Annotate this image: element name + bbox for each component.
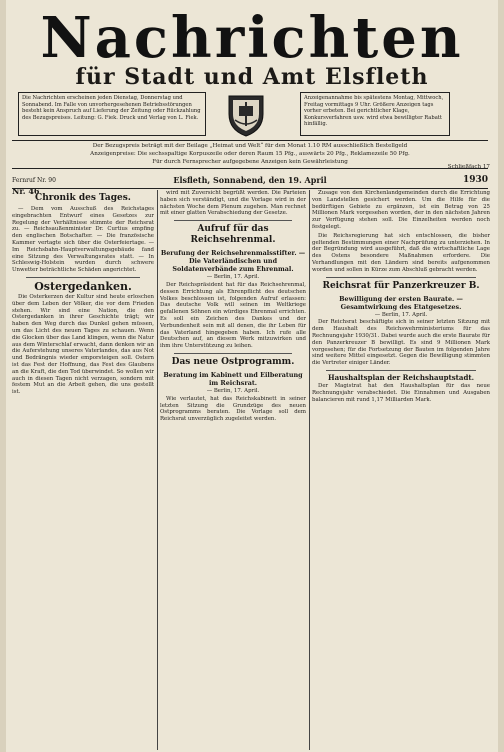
column-3-text: Die Reichsregierung hat sich entschlossen, die bisher geltenden Bestimmungen einer Nachprüfung zu unterziehen. In der Begründung wird ausgeführt, daß die wirtschaftliche Lage des Ostens besondere Maßnahmen erfordere. Die Verhandlungen mit den Ländern sind bereits aufgenommen worden und sollen in Kürze zum Abschluß gebracht werden. [312,232,490,273]
ostprogramm-headline: Das neue Ostprogramm. [171,356,295,367]
panzer-dateline: — Berlin, 17. April. [374,311,428,318]
panzer-headline: Reichsrat für Panzerkreuzer B. [322,280,480,291]
ostern-text: Die Osterkerzen der Kultur sind heute erloschen über dem Leben der Völker, die vor dem Frieden stehen. Wir sind eine Nation, die den Ostergedanken in ihrer Geschichte trägt; wir haben den Weg durch das Dunkel gehen müssen, um das Licht des neuen Tages zu schauen. Wenn die Glocken über das Land klingen, wenn die Natur aus dem Winterschlaf erwacht, dann denken wir an die Auferstehung unseres Vaterlandes, das aus Not und Bedrängnis wieder emporsteigen soll. Ostern ist das Fest der Hoffnung, das Fest des Glaubens an die Kraft, die den Tod überwindet. So wollen wir auch in diesen Tagen nicht verzagen, sondern mit festem Mut an die Arbeit gehen, die uns gestellt ist. [12,293,154,396]
ostern-headline: Ostergedanken. [34,279,132,293]
meta-rule [12,188,488,189]
column-2-intro: wird mit Zuversicht begrüßt werden. Die Parteien haben sich verständigt, und die Vorlage wird in der nächsten Woche dem Plenum zugehen. Man rechnet mit einer glatten Verabschiedung der Gesetze. [160,190,306,217]
publication-info-box: Die Nachrichten erscheinen jeden Dienstag, Donnerstag und Sonnabend. Im Falle von unvorhergesehenen Betriebsstörungen besteht kein Anspruch auf Lieferung der Zeitung oder Rückzahlung des Bezugspreises. Leitung: G. Fiek. Druck und Verlag von L. Fiek. [18,92,206,136]
chronik-text: — Dem vom Ausschuß des Reichstages eingebrachten Entwurf eines Gesetzes zur Regelung der Verhältnisse stimmte der Reichsrat zu. — Reichsaußenminister Dr. Curtius empfing den englischen Botschafter. — Die französische Kammer vertagte sich über die Osterfeiertage. — Im Reichsbahn-Hauptverwaltungsgebäude fand eine Sitzung des Verwaltungsrates statt. — In Schleswig-Holstein wurden durch schwere Unwetter beträchtliche Schäden angerichtet. [12,206,154,274]
header-rule-2 [12,168,488,169]
article-divider [326,277,476,278]
panzer-text: Der Reichsrat beschäftigte sich in seiner letzten Sitzung mit dem Haushalt des Reichswehrministeriums für das Rechnungsjahr 1930/31. Dabei wurde auch die erste Baurate für den Panzerkreuzer B bewilligt. Es sind 9 Millionen Mark vorgesehen; für die Fortsetzung der Bauten im folgenden Jahre sind weitere Mittel eingesetzt. Gegen die Bewilligung stimmten die Vertreter einiger Länder. [312,319,490,367]
ostprogramm-text: Wie verlautet, hat das Reichskabinett in seiner letzten Sitzung die Grundzüge des neuen Ostprogramms beraten. Die Vorlage soll dem Reichsrat unverzüglich zugeleitet werden. [160,395,306,423]
advertising-info-box: Anzeigenannahme bis spätestens Montag, Mittwoch, Freitag vormittags 9 Uhr. Größere Anzeigen tags vorher erbeten. Bei gerichtlicher Klage, Konkursverfahren usw. wird etwa bewilligter Rabatt hinfällig. [300,92,450,136]
article-divider [174,220,292,221]
column-2 [160,190,306,750]
coat-of-arms-icon [221,92,271,138]
haushalt-headline: Haushaltsplan der Reichshauptstadt. [327,372,475,382]
chronik-headline: Chronik des Tages. [35,193,131,203]
masthead-title: Nachrichten [40,5,464,71]
haushalt-text: Der Magistrat hat den Haushaltsplan für das neue Rechnungsjahr verabschiedet. Die Einnahmen und Ausgaben balancieren mit rund 1,17 Milliarden Mark. [312,382,490,403]
column-separator [309,190,310,750]
panzer-subheadline: Bewilligung der ersten Baurate. — Gesamtwirkung des Etatgesetzes. [339,294,463,311]
subscription-price-line: Der Bezugspreis beträgt mit der Beilage „Heimat und Welt“ für den Monat 1.10 RM ausschließlich Bestellgeld [92,143,408,149]
column-1 [12,190,154,750]
aufruf-text: Der Reichspräsident hat für das Reichsehrenmal, dessen Errichtung als Ehrenpflicht des deutschen Volkes beschlossen ist, folgenden Aufruf erlassen: Das deutsche Volk will seinen im Weltkriege gefallenen Söhnen ein würdiges Ehrenmal errichten. Es soll ein Zeichen des Dankes und der Verbundenheit sein mit all denen, die ihr Leben für das Vaterland hingegeben haben. Ich rufe alle Deutschen auf, an diesem Werk mitzuwirken und ihm ihre Unterstützung zu leihen. [160,281,306,350]
phone-number: Fernruf Nr. 90 [12,177,56,184]
header-rule [12,140,488,141]
column-separator [157,190,158,750]
post-box: Schließfach 17 [447,164,490,170]
article-divider [174,353,292,354]
column-3-intro: Zusage von den Kirchenlandgemeinden durch die Errichtung von Landstellen gesichert werden. Um die Hilfe für die bedürftigen Gebiete zu ergänzen, ist ein Betrag von 25 Millionen Mark vorgesehen worden, der in den nächsten Jahren zur Verfügung stehen soll. Die Einzelheiten werden noch festgelegt. [312,190,490,230]
issue-dateline: Elsfleth, Sonnabend, den 19. April [173,175,327,185]
issue-meta-row [12,175,488,187]
column-3 [312,190,490,750]
aufruf-dateline: — Berlin, 17. April. [206,274,260,281]
aufruf-headline: Aufruf für das Reichsehrenmal. [190,224,276,246]
phone-ads-line: Für durch Fernsprecher aufgegebene Anzeigen kein Gewährleistung [152,159,348,165]
article-divider [26,277,140,278]
masthead-subtitle: für Stadt und Amt Elsfleth [75,64,429,90]
article-divider [326,370,476,371]
aufruf-subheadline: Berufung der Reichsehrenmalsstifter. — Die Vaterländischen und Soldatenverbände zum Ehrenmal. [160,249,306,274]
issue-number: Nr. 46 [12,186,40,196]
advertising-price-line: Anzeigenpreise: Die sechsspaltige Korpuszeile oder deren Raum 15 Pfg., auswärts 20 Pfg., Reklamezeile 50 Pfg. [90,151,410,157]
ostprogramm-subheadline: Beratung im Kabinett und Eilberatung im Reichsrat. [163,370,303,387]
masthead [0,4,504,92]
ostprogramm-dateline: — Berlin, 17. April. [206,387,260,394]
issue-year: 1930 [462,175,488,185]
